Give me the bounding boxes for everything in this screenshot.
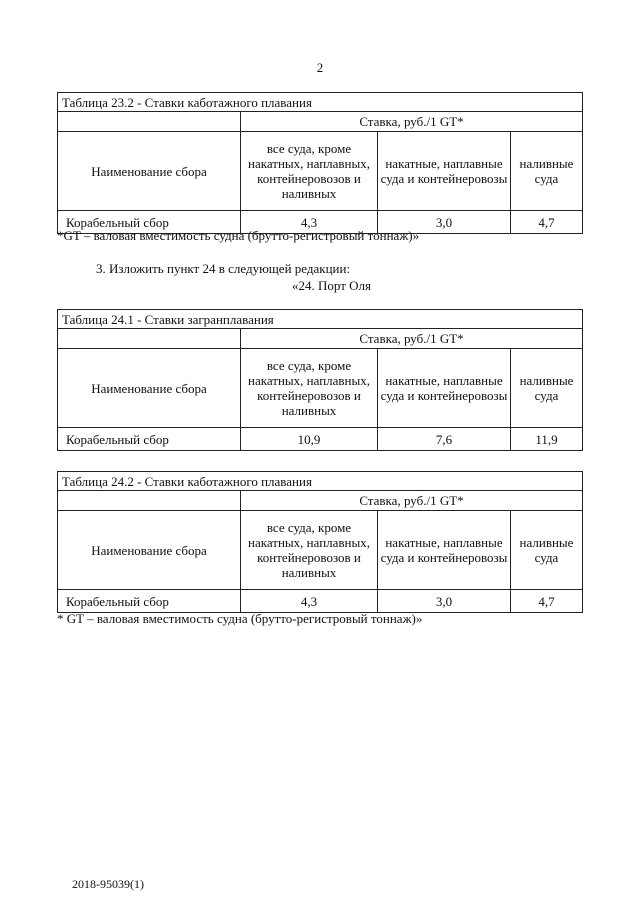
- footnote: * GT – валовая вместимость судна (брутто-регистровый тоннаж)»: [57, 611, 423, 626]
- col1-header: все суда, кроме накатных, наплавных, контейнеровозов и наливных: [241, 132, 378, 211]
- col3-header: наливные суда: [511, 349, 583, 428]
- cell-value: 7,6: [378, 428, 511, 451]
- name-header: Наименование сбора: [58, 349, 241, 428]
- rate-header: Ставка, руб./1 GT*: [241, 491, 583, 511]
- table-24-2: [57, 471, 583, 613]
- table-24-1: [57, 309, 583, 451]
- table-caption: Таблица 24.1 - Ставки загранплавания: [58, 310, 583, 329]
- cell-value: 4,3: [241, 211, 378, 234]
- cell-value: 4,7: [511, 590, 583, 613]
- page-number: 2: [316, 60, 324, 75]
- rate-header: Ставка, руб./1 GT*: [241, 112, 583, 132]
- table-row: [58, 590, 583, 613]
- cell-value: 4,7: [511, 211, 583, 234]
- port-title: «24. Порт Оля: [292, 278, 372, 293]
- row-name: Корабельный сбор: [58, 211, 241, 234]
- row-name: Корабельный сбор: [58, 428, 241, 451]
- instruction-text: 3. Изложить пункт 24 в следующей редакции:: [96, 261, 351, 276]
- cell-value: 10,9: [241, 428, 378, 451]
- col1-header: все суда, кроме накатных, наплавных, контейнеровозов и наливных: [241, 511, 378, 590]
- cell-value: 3,0: [378, 590, 511, 613]
- table-caption: Таблица 24.2 - Ставки каботажного плавания: [58, 472, 583, 491]
- col1-header: все суда, кроме накатных, наплавных, контейнеровозов и наливных: [241, 349, 378, 428]
- col2-header: накатные, наплавные суда и контейнеровозы: [378, 511, 511, 590]
- col2-header: накатные, наплавные суда и контейнеровозы: [378, 349, 511, 428]
- row-name: Корабельный сбор: [58, 590, 241, 613]
- document-id: 2018-95039(1): [72, 877, 144, 891]
- col3-header: наливные суда: [511, 511, 583, 590]
- name-header: Наименование сбора: [58, 132, 241, 211]
- name-header: Наименование сбора: [58, 511, 241, 590]
- table-row: [58, 428, 583, 451]
- cell-value: 11,9: [511, 428, 583, 451]
- cell-value: 4,3: [241, 590, 378, 613]
- table-caption: Таблица 23.2 - Ставки каботажного плавания: [58, 93, 583, 112]
- col2-header: накатные, наплавные суда и контейнеровозы: [378, 132, 511, 211]
- table-23-2: [57, 92, 583, 234]
- rate-header: Ставка, руб./1 GT*: [241, 329, 583, 349]
- cell-value: 3,0: [378, 211, 511, 234]
- col3-header: наливные суда: [511, 132, 583, 211]
- footnote: *GT – валовая вместимость судна (брутто-регистровый тоннаж)»: [57, 228, 420, 243]
